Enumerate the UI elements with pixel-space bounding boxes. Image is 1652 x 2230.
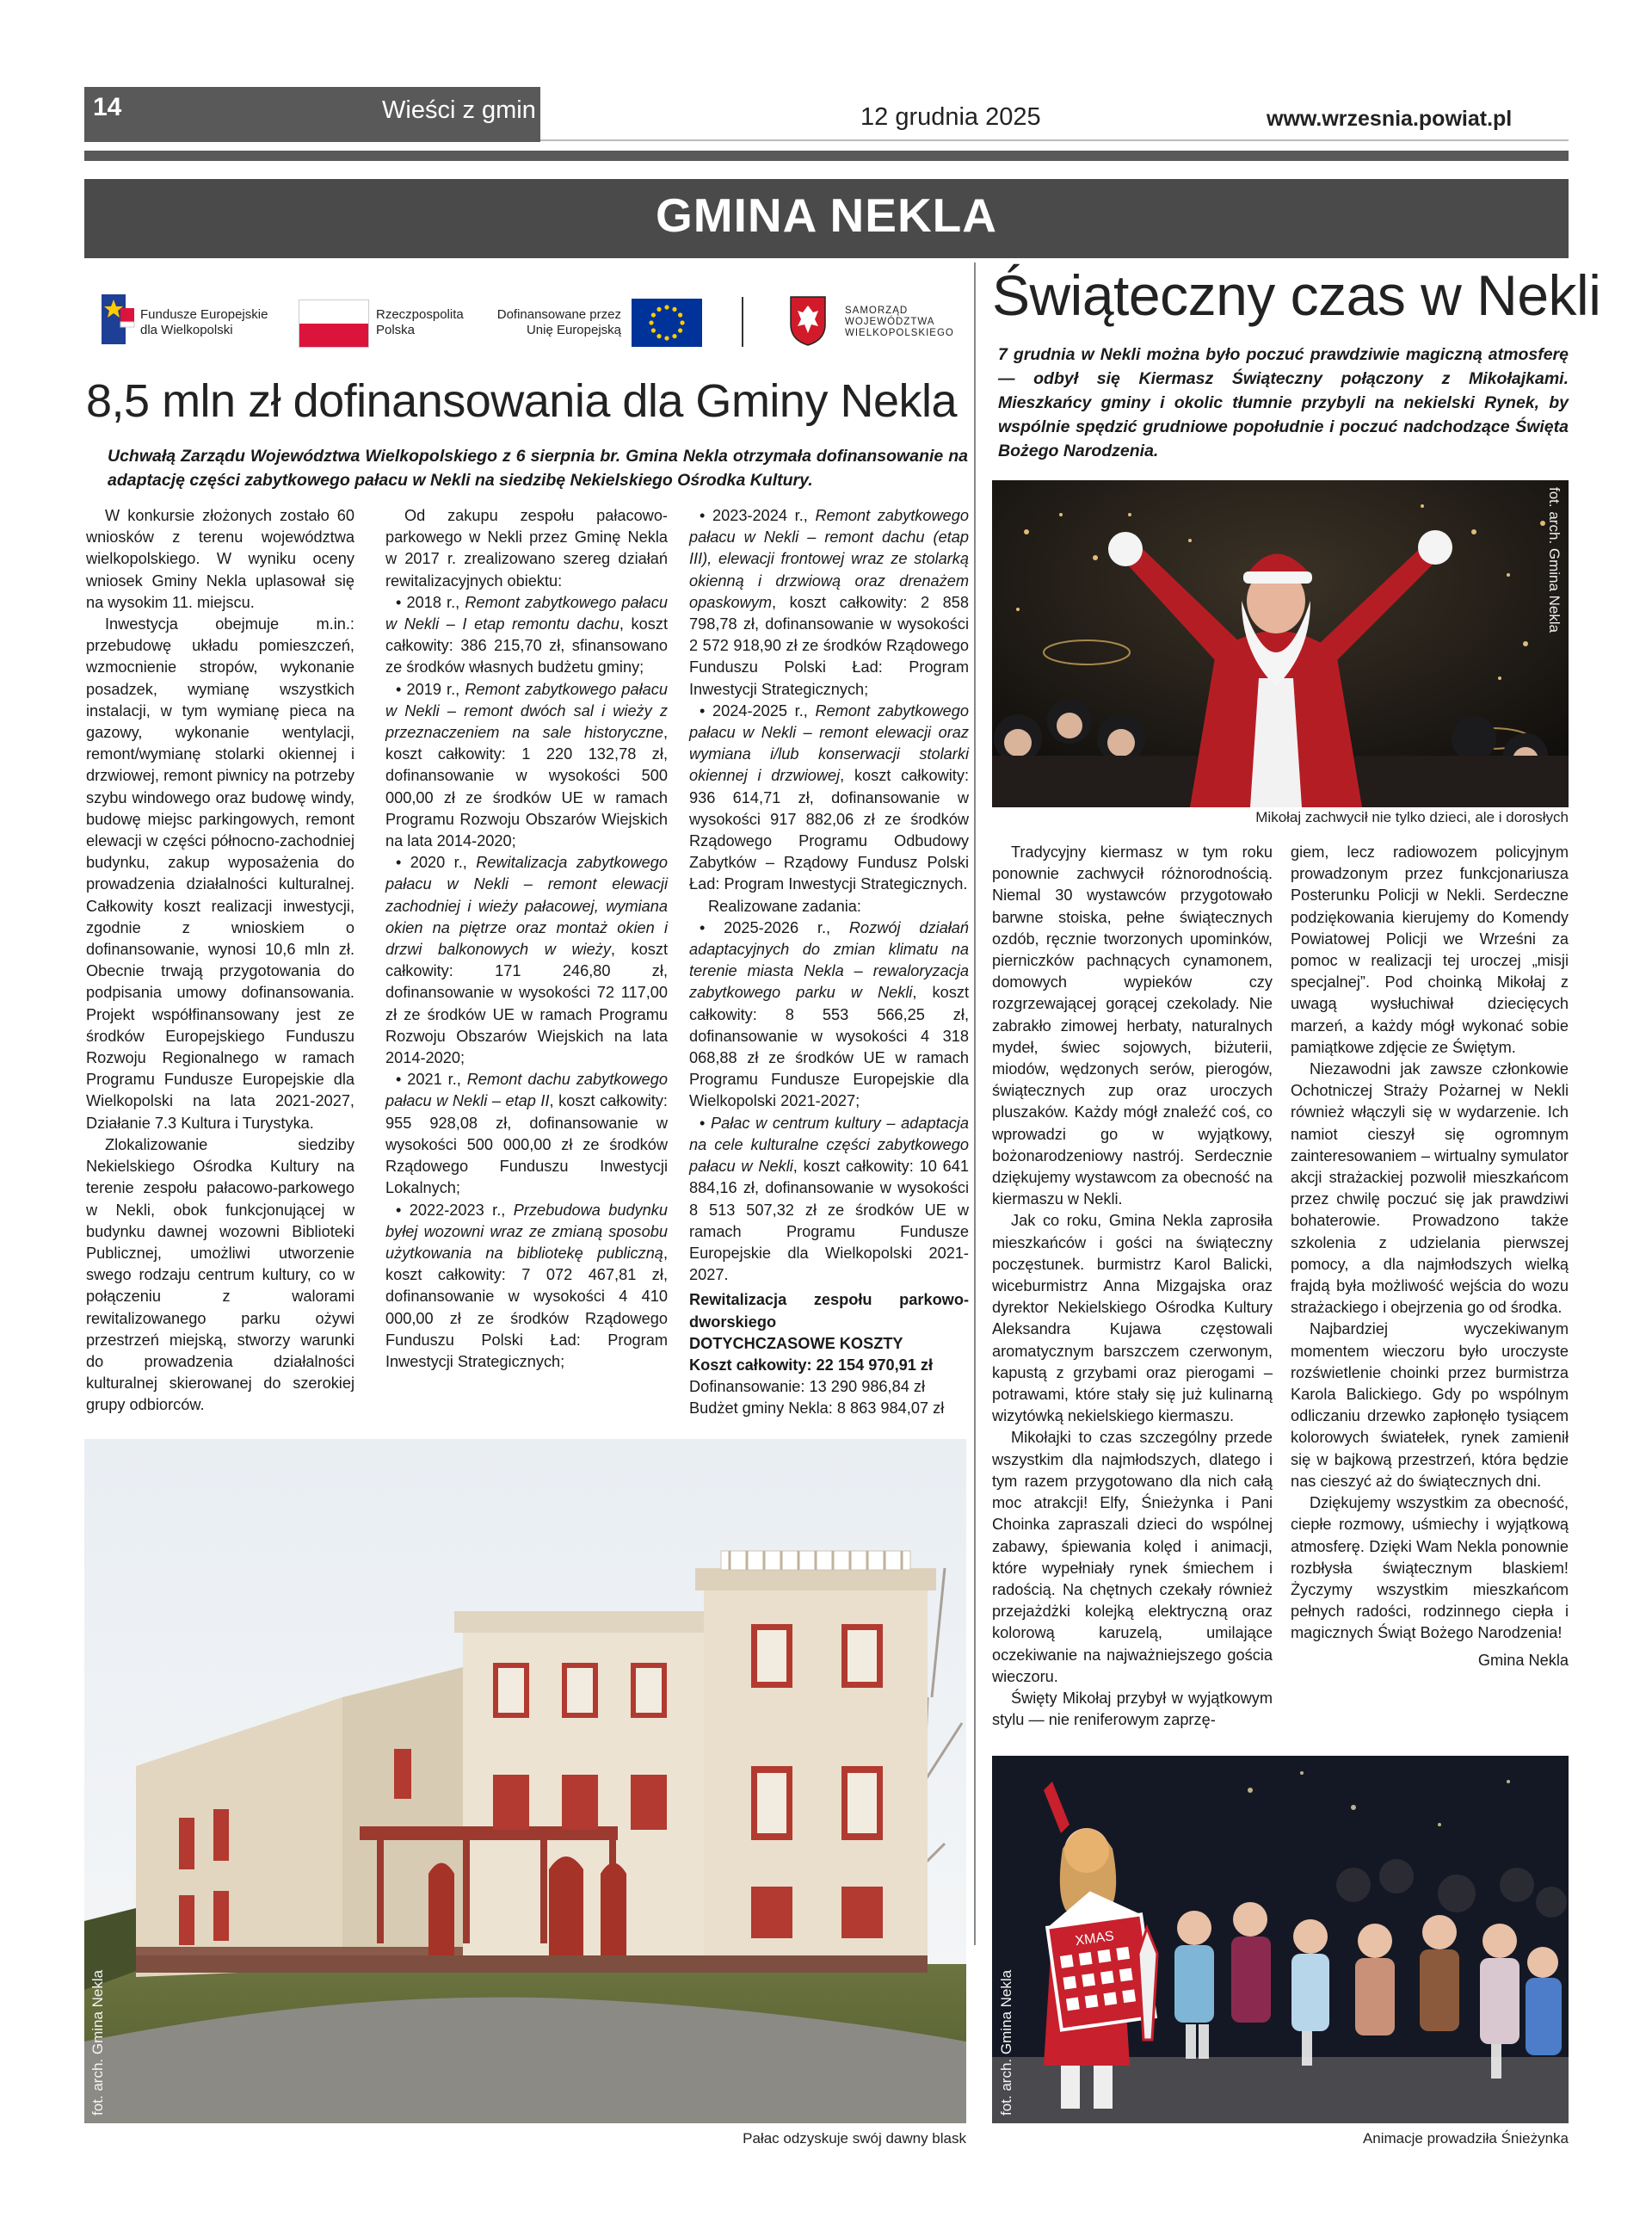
paragraph: Jak co roku, Gmina Nekla zaprosiła mieszkańców i gości na świąteczny poczęstunek. burmistrz Karol Balicki, wiceburmistrz Anna Mizgajska oraz dyrektor Nekielskiego Ośrodka Kultury Aleksandra Kujawa częstowali aromatycznym barszczem czerwonym, kapustą z grzybami oraz pierogami – potrawami, które stały się już kulinarną wizytówką nekielskiego kiermaszu. <box>992 1212 1273 1425</box>
fe-logo-text: Fundusze Europejskie dla Wielkopolski <box>140 307 268 337</box>
summary-budget: Budżet gminy Nekla: 8 863 984,07 zł <box>689 1399 945 1418</box>
left-column-1 <box>86 505 354 1417</box>
right-column-2 <box>1291 842 1569 1671</box>
paragraph: Najbardziej wyczekiwanym momentem wieczoru było uroczyste rozświetlenie choinki przez burmistrza Karola Balickiego. Gdy po wspólnym odliczaniu drzewko zapłonęło tysiącem kolorowych światełek, rynek zamienił się w bajkową przestrzeń, która będzie nas cieszyć aż do świątecznych dni. <box>1291 1320 1569 1490</box>
paragraph: giem, lecz radiowozem policyjnym prowadzonym przez funkcjonariusza Posterunku Policji w Nekli. Serdeczne podziękowania kierujemy do Komendy Powiatowej Policji we Wrześni za pomoc w realizacji tej uroczej „misji specjalnej”. Pod choinką Mikołaj z uwagą wysłuchiwał dziecięcych marzeń, a każdy mógł wykonać sobie pamiątkowe zdjęcie ze Świętym. <box>1291 843 1569 1056</box>
palace-photo <box>84 1439 966 2123</box>
paragraph: Zlokalizowanie siedziby Nekielskiego Ośrodka Kultury na terenie zespołu pałacowo-parkowego w Nekli, obok funkcjonującej w budynku dawnej wozowni Biblioteki Publicznej, umożliwi utworzenie swego rodzaju centrum kultury, co w połączeniu z walorami rewitalizowanego parku ożywi przestrzeń miejską, stworzy warunki do prowadzenia działalności kulturalnej skierowanej do szerokiej grupy odbiorców. <box>86 1135 354 1414</box>
header-rule <box>540 139 1569 141</box>
list-item: • 2025-2026 r., Rozwój działań adaptacyjnych do zmian klimatu na terenie miasta Nekla – rewaloryzacja zabytkowego parku w Nekli, koszt całkowity: 8 553 566,25 zł, dofinansowanie w wysokości 4 318 068,88 zł ze środków UE w ramach Programu Fundusze Europejskie dla Wielkopolski 2021-2027; <box>689 918 969 1110</box>
santa-photo <box>992 480 1569 807</box>
left-column-2 <box>385 505 668 1373</box>
eagle-shield-icon <box>789 295 827 351</box>
summary-title: Rewitalizacja zespołu parkowo-dworskiego <box>689 1291 969 1331</box>
list-item: • 2020 r., Rewitalizacja zabytkowego pałacu w Nekli – remont elewacji zachodniej i wieży pałacowej, wymiana okien na piętrze oraz montaż okien i drzwi balkonowych w wieży, koszt całkowity: 171 246,80 zł, dofinansowanie w wysokości 72 117,00 zł ze środków UE w ramach Programu Rozwoju Obszarów Wiejskich na lata 2014-2020; <box>385 854 668 1067</box>
right-headline: Świąteczny czas w Nekli <box>992 263 1601 327</box>
page-number: 14 <box>93 93 122 121</box>
xmas-sign-text: XMAS <box>1074 1929 1115 1949</box>
list-item: • Pałac w centrum kultury – adaptacja na cele kulturalne części zabytkowego pałacu w Nekli, koszt całkowity: 10 641 884,16 zł, dofinansowanie w wysokości 8 513 507,32 zł ze środków UE w ramach Programu Fundusze Europejskie dla Wielkopolski 2021-2027. <box>689 1114 970 1284</box>
section-title: GMINA NEKLA <box>656 188 997 242</box>
photo-caption: Animacje prowadziła Śnieżynka <box>1362 2130 1569 2147</box>
paragraph: W konkursie złożonych zostało 60 wniosków z terenu województwa wielkopolskiego. W wyniku oceny wniosek Gminy Nekla uplasował się na wysokim 11. miejscu. <box>86 507 354 611</box>
paragraph: Mikołajki to czas szczególny przede wszystkim dla najmłodszych, dlatego i tym razem przygotowano dla nich całą moc atrakcji! Elfy, Śnieżynka i Pani Choinka zapraszali dzieci do wspólnej zabawy, śpiewania kolęd i animacji, które wypełniały rynek śmiechem i radością. Na chętnych czekały również przejażdżki kolejką elektryczną oraz kolorową karuzelą, umilające oczekiwanie na najważniejszego gościa wieczoru. <box>992 1429 1273 1685</box>
sw-logo-text: SAMORZĄD WOJEWÓDZTWA WIELKOPOLSKIEGO <box>845 306 954 338</box>
left-column-3 <box>689 505 969 1420</box>
summary-subtitle: DOTYCHCZASOWE KOSZTY <box>689 1334 903 1352</box>
list-item: • 2022-2023 r., Przebudowa budynku byłej wozowni wraz ze zmianą sposobu użytkowania na bibliotekę publiczną, koszt całkowity: 7 072 467,81 zł, dofinansowanie w wysokości 4 410 000,00 zł ze środków Rządowego Funduszu Polski Ład: Program Inwestycji Strategicznych; <box>385 1201 668 1370</box>
paragraph: Inwestycja obejmuje m.in.: przebudowę układu pomieszczeń, wzmocnienie stropów, wykonanie posadzek, wymianę wszystkich instalacji, w tym wymianę pieca na gazowy, wykonanie wentylacji, remont/wymianę stolarki okiennej i drzwiowej, remont piwnicy na potrzeby szybu windowego oraz budowę windy, budowę miejsc parkingowych, remont elewacji w części północno-zachodniej budynku, zakup wyposażenia do prowadzenia działalności kulturalnej. Całkowity koszt realizacji inwestycji, zgodnie z wnioskiem o dofinansowanie, wynosi 10,6 mln zł. Obecnie trwają przygotowania do podpisania umowy dofinansowania. Projekt współfinansowany jest ze środków Europejskiego Funduszu Rozwoju Regionalnego w ramach Programu Fundusze Europejskie dla Wielkopolski na lata 2021-2027, Działanie 7.3 Kultura i Turystyka. <box>86 615 354 1132</box>
list-item: • 2019 r., Remont zabytkowego pałacu w Nekli – remont dwóch sal i wieży z przeznaczeniem na sale historyczne, koszt całkowity: 1 220 132,78 zł, dofinansowanie w wysokości 500 000,00 zł ze środków UE w ramach Programu Rozwoju Obszarów Wiejskich na lata 2014-2020; <box>385 680 668 850</box>
paragraph: Niezawodni jak zawsze członkowie Ochotniczej Straży Pożarnej w Nekli również włączyli się w wydarzenie. Ich namiot cieszył się ogromnym zainteresowaniem – wirtualny symulator akcji strażackiej pozwolił mieszkańcom przez chwilę poczuć się jak prawdziwi bohaterowie. Prowadzono także szkolenia z udzielania pierwszej pomocy, a dla najmłodszych wielką frajdą była możliwość wejścia do wozu strażackiego i obejrzenia go od środka. <box>1291 1060 1569 1317</box>
section-name: Wieści z gmin <box>382 96 536 124</box>
realized-label: Realizowane zadania: <box>708 897 861 915</box>
paragraph: Od zakupu zespołu pałacowo-parkowego w Nekli przez Gminę Nekla w 2017 r. zrealizowano szereg działań rewitalizacyjnych obiektu: <box>385 507 668 590</box>
website-link[interactable]: www.wrzesnia.powiat.pl <box>1267 107 1513 131</box>
photo-credit: fot. arch. Gmina Nekla <box>1546 487 1563 633</box>
issue-date: 12 grudnia 2025 <box>860 103 1041 131</box>
list-item: • 2021 r., Remont dachu zabytkowego pałacu w Nekli – etap II, koszt całkowity: 955 928,08 zł, dofinansowanie w wysokości 500 000,00 zł ze środków Rządowego Funduszu Inwestycji Lokalnych; <box>385 1071 668 1197</box>
photo-credit: fot. arch. Gmina Nekla <box>998 1969 1014 2116</box>
header-divider <box>84 151 1569 161</box>
photo-caption: Mikołaj zachwycił nie tylko dzieci, ale i dorosłych <box>1255 809 1569 825</box>
right-lead: 7 grudnia w Nekli można było poczuć prawdziwie magiczną atmosferę — odbył się Kiermasz Świąteczny połączony z Mikołajkami. Mieszkańcy gminy i okolic tłumnie przybyli na nekielski Rynek, by wspólnie spędzić grudniowe popołudnie i poczuć nadchodzące Święta Bożego Narodzenia. <box>998 345 1569 460</box>
summary-total: Koszt całkowity: 22 154 970,91 zł <box>689 1356 934 1374</box>
list-item: • 2024-2025 r., Remont zabytkowego pałacu w Nekli – remont elewacji oraz wymiana i/lub konserwacji stolarki okiennej i drzwiowej, koszt całkowity: 936 614,71 zł, dofinansowanie w wysokości 917 882,06 zł ze środków Rządowego Programu Odbudowy Zabytków – Rządowy Fundusz Polski Ład: Program Inwestycji Strategicznych. <box>689 701 969 893</box>
left-lead: Uchwałą Zarządu Województwa Wielkopolskiego z 6 sierpnia br. Gmina Nekla otrzymała dofinansowanie na adaptację części zabytkowego pałacu w Nekli na siedzibę Nekielskiego Ośrodka Kultury. <box>108 447 968 490</box>
eu-logo-text: Dofinansowane przez Unię Europejską <box>496 307 621 337</box>
animation-photo <box>992 1756 1569 2123</box>
photo-credit: fot. arch. Gmina Nekla <box>89 1969 106 2116</box>
list-item: • 2018 r., Remont zabytkowego pałacu w Nekli – I etap remontu dachu, koszt całkowity: 386 215,70 zł, sfinansowano ze środków własnych budżetu gminy; <box>385 593 668 676</box>
paragraph: Tradycyjny kiermasz w tym roku ponownie zachwycił różnorodnością. Niemal 30 wystawców przygotowało barwne stoiska, pełne świątecznych ozdób, ręcznie tworzonych upominków, pierniczków pachnących cynamonem, domowych wypieków czy rozgrzewającej gorącej czekolady. Nie zabrakło zimowej herbaty, naturalnych mydeł, świec sojowych, biżuterii, miodów, wędzonych serów, pierogów, świątecznych zup oraz uroczych pluszaków. Każdy mógł znaleźć coś, co wprowadzi go w wyjątkowy, bożonarodzeniowy nastrój. Serdecznie dziękujemy wystawcom za obecność na kiermaszu w Nekli. <box>992 843 1273 1208</box>
fe-logo <box>96 291 138 352</box>
logo-divider <box>742 297 743 347</box>
left-headline: 8,5 mln zł dofinansowania dla Gminy Nekla <box>86 375 958 427</box>
eu-flag-icon <box>632 299 702 351</box>
rp-logo-text: Rzeczpospolita Polska <box>376 307 464 337</box>
paragraph: Święty Mikołaj przybył w wyjątkowym stylu — nie reniferowym zaprzę- <box>992 1689 1273 1729</box>
signature: Gmina Nekla <box>1477 1651 1569 1669</box>
fe-star-icon <box>96 291 138 348</box>
summary-grant: Dofinansowanie: 13 290 986,84 zł <box>689 1378 926 1396</box>
paragraph: Dziękujemy wszystkim za obecność, ciepłe rozmowy, uśmiechy i wyjątkową atmosferę. Dzięki Wam Nekla ponownie rozbłysła świątecznym blaskiem! Życzymy wszystkim mieszkańcom pełnych radości, rodzinnego ciepła i magicznych Świąt Bożego Narodzenia! <box>1291 1494 1569 1642</box>
polish-flag-icon <box>299 300 369 348</box>
column-divider <box>974 263 976 1945</box>
right-column-1 <box>992 842 1273 1731</box>
list-item: • 2023-2024 r., Remont zabytkowego pałacu w Nekli – remont dachu (etap III), elewacji frontowej wraz ze stolarką okienną i drzwiową oraz drenażem opaskowym, koszt całkowity: 2 858 798,78 zł, dofinansowanie w wysokości 2 572 918,90 zł ze środków Rządowego Funduszu Polski Ład: Program Inwestycji Strategicznych; <box>689 507 969 698</box>
photo-caption: Pałac odzyskuje swój dawny blask <box>743 2130 966 2147</box>
